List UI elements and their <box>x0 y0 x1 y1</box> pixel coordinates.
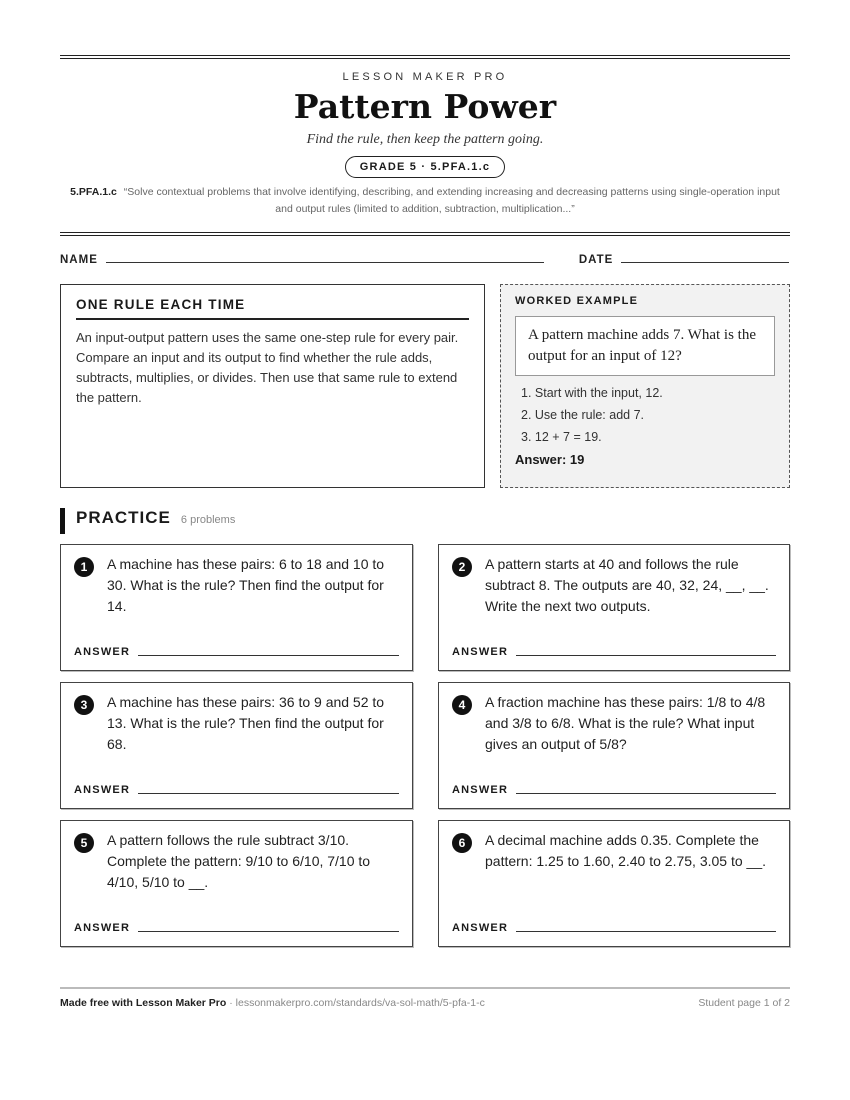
answer-row <box>74 922 399 934</box>
rule-box <box>60 284 485 488</box>
answer-row <box>452 646 776 658</box>
page-footer <box>60 987 790 1009</box>
name-line[interactable] <box>106 261 544 263</box>
intro-boxes <box>60 284 790 488</box>
problem-number: 1 <box>74 557 94 577</box>
problem-number: 5 <box>74 833 94 853</box>
header-top-rule <box>60 55 790 59</box>
answer-line[interactable] <box>138 655 399 656</box>
standard-text: “Solve contextual problems that involve identifying, describing, and extending increasing and decreasing patterns using single-operation input and output rules (limited to addition, subtraction, multiplication...” <box>123 186 780 215</box>
problem-card-3 <box>60 682 413 809</box>
problem-text: A machine has these pairs: 6 to 18 and 10 to 30. What is the rule? Then find the output for 14. <box>107 556 385 614</box>
problem-text: A machine has these pairs: 36 to 9 and 52 to 13. What is the rule? Then find the output for 68. <box>107 694 385 752</box>
grade-badge: GRADE 5 · 5.PFA.1.c <box>345 156 505 178</box>
answer-line[interactable] <box>516 655 776 656</box>
answer-label: ANSWER <box>74 646 131 658</box>
date-line[interactable] <box>621 261 789 263</box>
name-label: NAME <box>60 254 98 266</box>
brand-name: LESSON MAKER PRO <box>342 71 508 83</box>
worked-example-step: 3. 12 + 7 = 19. <box>521 430 602 444</box>
problem-number: 2 <box>452 557 472 577</box>
worked-example-step: 2. Use the rule: add 7. <box>521 408 644 422</box>
worked-example-heading: WORKED EXAMPLE <box>515 295 639 307</box>
answer-row <box>452 922 776 934</box>
answer-line[interactable] <box>516 793 776 794</box>
rule-box-heading: ONE RULE EACH TIME <box>76 297 469 320</box>
footer-made-with: Made free with Lesson Maker Pro <box>60 997 227 1009</box>
answer-line[interactable] <box>516 931 776 932</box>
practice-header <box>60 508 790 534</box>
problem-number: 4 <box>452 695 472 715</box>
problem-text: A pattern follows the rule subtract 3/10. Complete the pattern: 9/10 to 6/10, 7/10 to 4/10, 5/10 to __. <box>107 832 371 890</box>
problem-card-6 <box>438 820 790 947</box>
worked-example-question: A pattern machine adds 7. What is the output for an input of 12? <box>515 316 775 376</box>
worked-example-answer: Answer: 19 <box>515 452 585 467</box>
worked-example-step: 1. Start with the input, 12. <box>521 386 663 400</box>
answer-line[interactable] <box>138 793 399 794</box>
answer-row <box>74 646 399 658</box>
problem-card-4 <box>438 682 790 809</box>
footer-page-label: Student page 1 of 2 <box>698 997 790 1009</box>
worked-example-steps <box>515 382 775 448</box>
problem-text: A fraction machine has these pairs: 1/8 to 4/8 and 3/8 to 6/8. What is the rule? What input gives an output of 5/8? <box>485 694 766 752</box>
problem-number: 3 <box>74 695 94 715</box>
answer-label: ANSWER <box>452 784 509 796</box>
footer-url[interactable]: · lessonmakerpro.com/standards/va-sol-math/5-pfa-1-c <box>226 997 485 1009</box>
date-label: DATE <box>578 254 614 266</box>
standard-description <box>68 184 782 218</box>
answer-label: ANSWER <box>452 922 509 934</box>
header-bottom-rule <box>60 232 790 236</box>
problem-text: A pattern starts at 40 and follows the rule subtract 8. The outputs are 40, 32, 24, __, __. Write the next two outputs. <box>485 556 769 614</box>
problem-text: A decimal machine adds 0.35. Complete the pattern: 1.25 to 1.60, 2.40 to 2.75, 3.05 to __. <box>485 832 766 869</box>
problem-card-2 <box>438 544 790 671</box>
name-date-row <box>60 254 790 266</box>
page-subtitle: Find the rule, then keep the pattern going. <box>306 132 544 147</box>
answer-label: ANSWER <box>74 922 131 934</box>
problem-number: 6 <box>452 833 472 853</box>
answer-label: ANSWER <box>74 784 131 796</box>
problem-card-1 <box>60 544 413 671</box>
rule-box-body: An input-output pattern uses the same one-step rule for every pair. Compare an input and its output to find whether the rule adds, subtracts, multiplies, or divides. Then use that same rule to extend the pattern. <box>76 330 459 405</box>
page-title: Pattern Power <box>293 87 557 126</box>
answer-label: ANSWER <box>452 646 509 658</box>
answer-row <box>74 784 399 796</box>
worked-example-box <box>500 284 790 488</box>
answer-row <box>452 784 776 796</box>
practice-count: 6 problems <box>180 514 236 526</box>
answer-line[interactable] <box>138 931 399 932</box>
standard-code: 5.PFA.1.c <box>70 186 117 198</box>
problem-grid <box>60 544 790 947</box>
worksheet-page <box>60 55 790 947</box>
problem-card-5 <box>60 820 413 947</box>
practice-heading: PRACTICE <box>76 508 171 527</box>
footer-credit <box>60 997 485 1009</box>
